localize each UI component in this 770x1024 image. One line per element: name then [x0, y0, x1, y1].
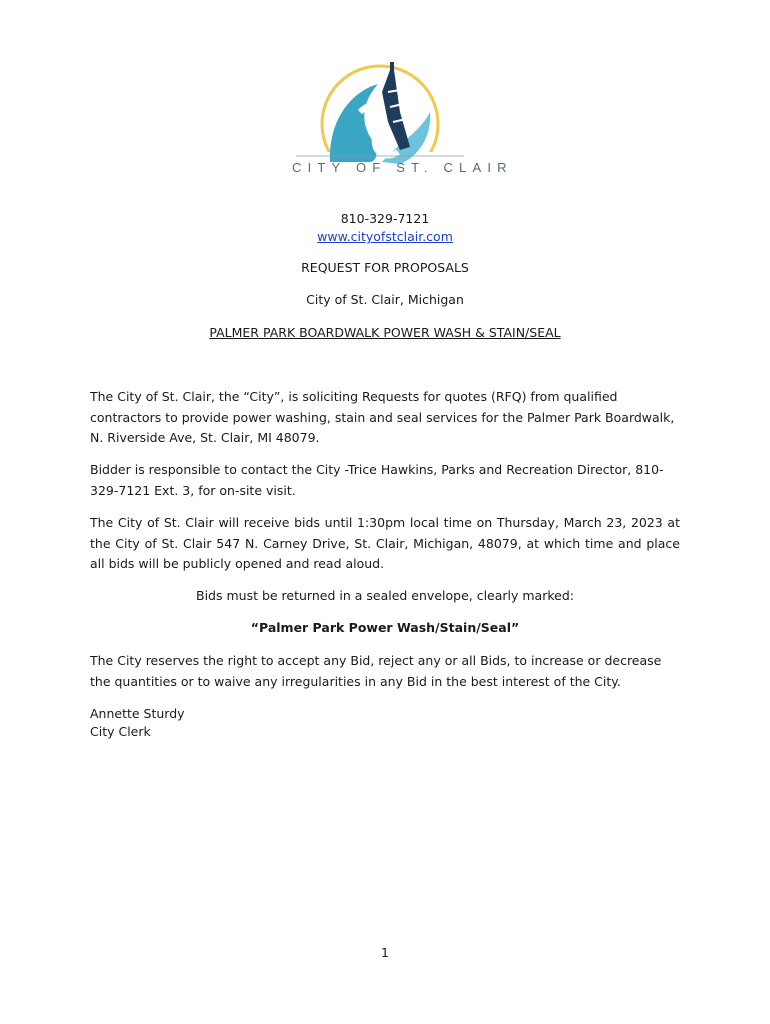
logo-text: CITY OF ST. CLAIR	[292, 160, 513, 175]
phone-number: 810-329-7121	[340, 211, 430, 226]
paragraph-envelope: Bids must be returned in a sealed envelope, clearly marked:	[196, 588, 574, 603]
website-line	[0, 229, 770, 244]
city-line: City of St. Clair, Michigan	[306, 292, 464, 307]
paragraph-rfq: The City of St. Clair, the “City”, is soliciting Requests for quotes (RFQ) from qualified contractors to provide power washing, stain and seal services for the Palmer Park Boardwalk, N. Riverside Ave, St. Clair, MI 48079.	[90, 389, 675, 445]
signature-block	[90, 705, 680, 741]
paragraph-reservation: The City reserves the right to accept any Bid, reject any or all Bids, to increase or decrease the quantities or to waive any irregularities in any Bid in the best interest of the City.	[90, 653, 662, 689]
page-number: 1	[381, 945, 389, 960]
paragraph-contact: Bidder is responsible to contact the City -Trice Hawkins, Parks and Recreation Director, 810-329-7121 Ext. 3, for on-site visit.	[90, 462, 664, 498]
ship-icon	[382, 62, 410, 150]
website-link[interactable]: www.cityofstclair.com	[317, 229, 453, 244]
signer-name: Annette Sturdy	[90, 706, 185, 721]
envelope-marking: “Palmer Park Power Wash/Stain/Seal”	[250, 620, 520, 635]
document-type: REQUEST FOR PROPOSALS	[301, 260, 469, 275]
project-title: PALMER PARK BOARDWALK POWER WASH & STAIN/SEAL	[209, 325, 561, 340]
signer-title: City Clerk	[90, 724, 151, 739]
water-wave-left	[330, 84, 378, 162]
paragraph-bids-deadline: The City of St. Clair will receive bids until 1:30pm local time on Thursday, March 23, 2023 at the City of St. Clair 547 N. Carney Drive, St. Clair, Michigan, 48079, at which time and place all bids will be publicly opened and read aloud.	[90, 515, 680, 571]
